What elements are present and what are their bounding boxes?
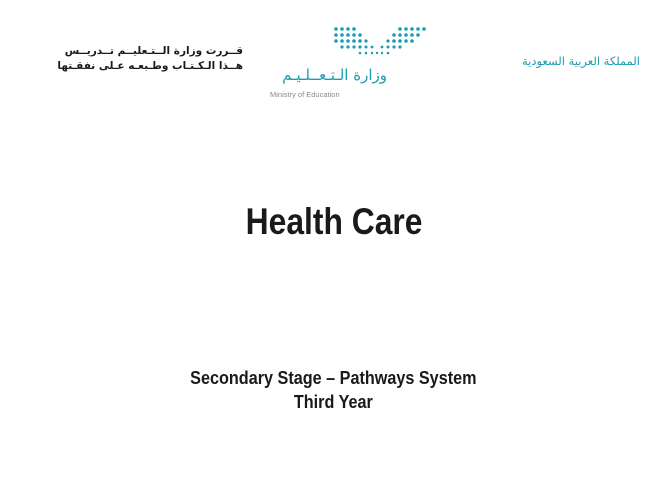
ministry-name-arabic: وزارة الـتـعــلـيـم — [282, 66, 387, 84]
ministry-name-english: Ministry of Education — [270, 90, 340, 99]
approval-line-1: قــررت وزارة الــتـعليــم تــدريــس — [64, 45, 243, 57]
moe-dots-icon — [332, 26, 432, 58]
book-subtitle — [35, 366, 632, 414]
approval-line-2: هــذا الـكـتـاب وطـبعـه عـلى نفقـتها — [57, 60, 243, 72]
book-title: Health Care — [245, 201, 423, 242]
kingdom-name: المملكة العربية السعودية — [522, 54, 640, 68]
stage-line: Secondary Stage – Pathways System — [190, 368, 477, 388]
year-line: Third Year — [293, 392, 373, 412]
ministry-of-education-logo — [262, 26, 432, 104]
approval-statement — [58, 44, 243, 74]
cover-header — [0, 0, 663, 110]
